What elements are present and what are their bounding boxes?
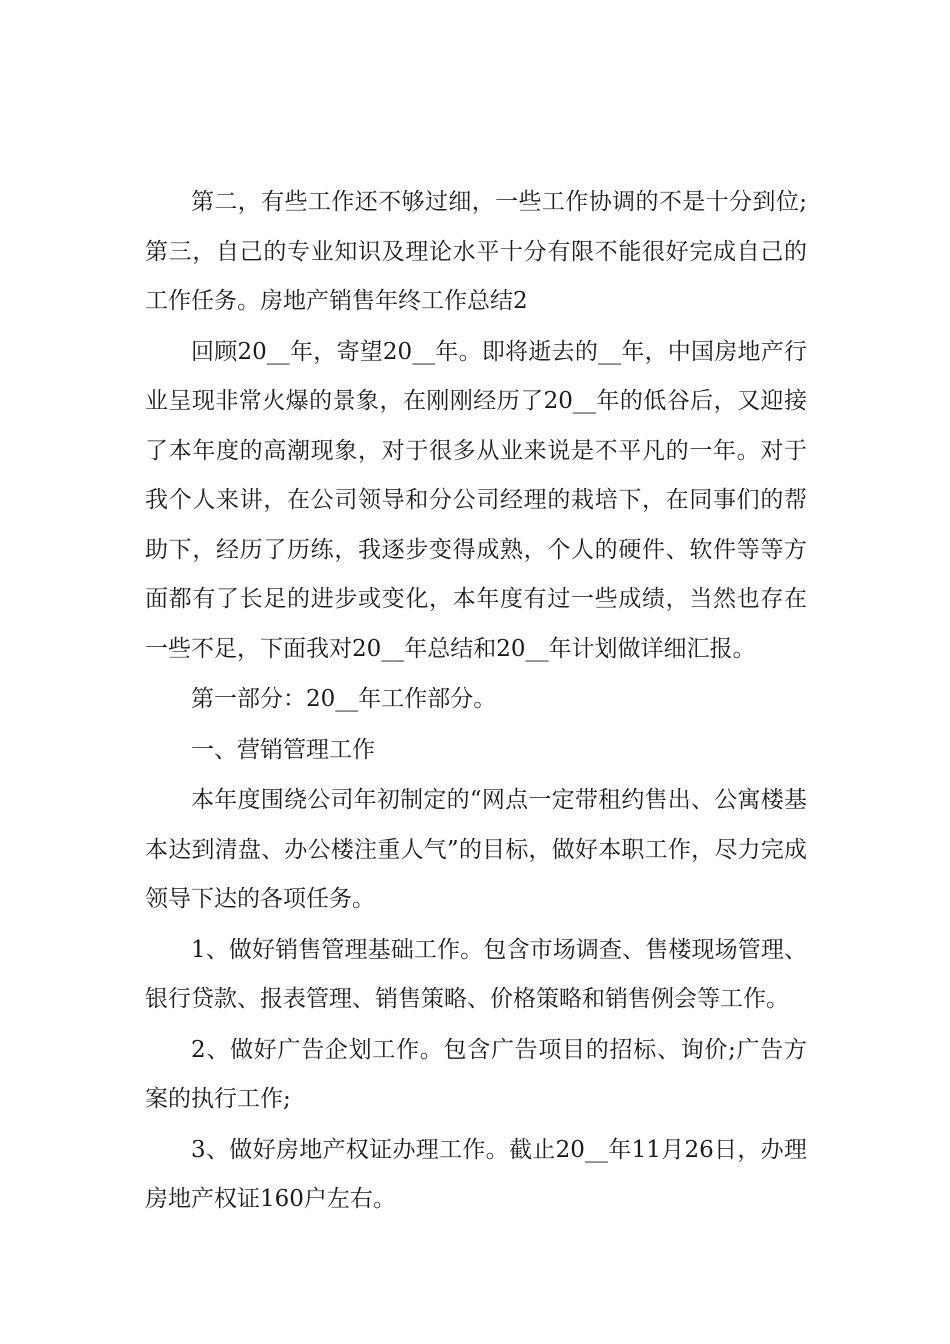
section-heading-marketing: 一、营销管理工作 — [191, 736, 375, 763]
paragraph-annual-review: 回顾20__年，寄望20__年。即将逝去的__年，中国房地产行业呈现非常火爆的景象，在刚刚经历了20__年的低谷后，又迎接了本年度的高潮现象，对于很多从业来说是不平凡的一年。对于我个人来讲，在公司领导和分公司经理的栽培下，在同事们的帮助下，经历了历练，我逐步变得成熟，个人的硬件、软件等等方面都有了长足的进步或变化，本年度有过一些成绩，当然也存在一些不足，下面我对20__年总结和20__年计划做详细汇报。 — [145, 338, 807, 662]
list-item-advertising: 2、做好广告企划工作。包含广告项目的招标、询价;广告方案的执行工作; — [145, 1036, 807, 1112]
document-body — [145, 178, 807, 1225]
list-item-sales-management: 1、做好销售管理基础工作。包含市场调查、售楼现场管理、银行贷款、报表管理、销售策略、价格策略和销售例会等工作。 — [145, 936, 807, 1012]
paragraph-annual-goal: 本年度围绕公司年初制定的“网点一定带租约售出、公寓楼基本达到清盘、办公楼注重人气”的目标，做好本职工作，尽力完成领导下达的各项任务。 — [145, 787, 807, 912]
list-item-property-certificates: 3、做好房地产权证办理工作。截止20__年11月26日，办理房地产权证160户左右。 — [145, 1136, 807, 1212]
section-heading-part-one: 第一部分：20__年工作部分。 — [191, 686, 497, 712]
paragraph-shortcomings: 第二，有些工作还不够过细，一些工作协调的不是十分到位;第三，自己的专业知识及理论水平十分有限不能很好完成自己的工作任务。房地产销售年终工作总结2 — [145, 189, 807, 314]
